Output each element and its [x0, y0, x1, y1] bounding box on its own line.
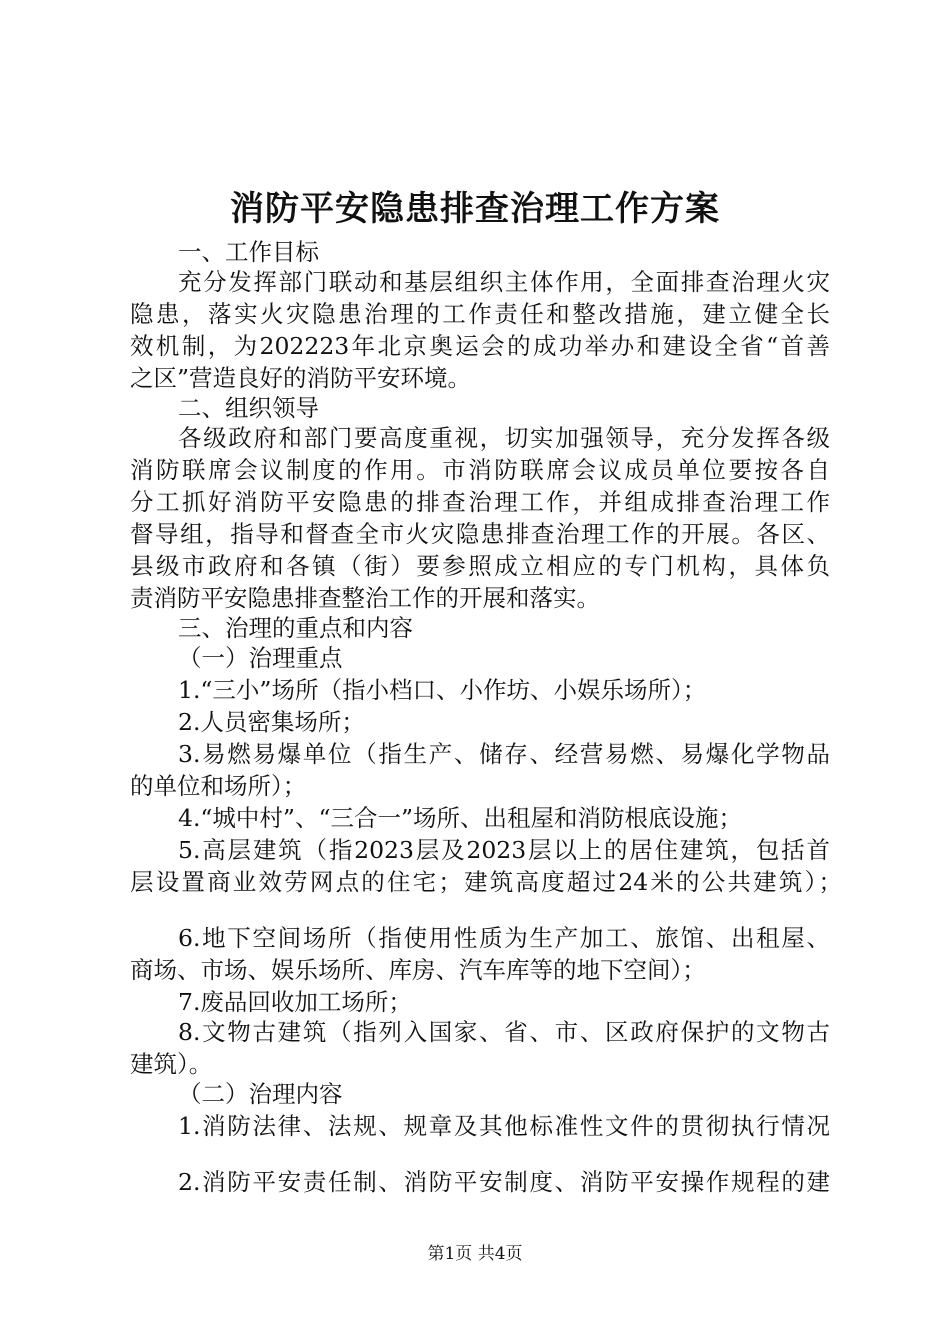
- text-line: 分工抓好消防平安隐患的排查治理工作，并组成排查治理工作: [130, 488, 830, 516]
- text-line: 二、组织领导: [178, 394, 319, 422]
- text-line: 责消防平安隐患排查整治工作的开展和落实。: [130, 584, 600, 612]
- text-line: 商场、市场、娱乐场所、库房、汽车库等的地下空间）；: [130, 956, 706, 984]
- text-line: 5.高层建筑（指2023层及2023层以上的居住建筑，包括首: [178, 836, 830, 864]
- text-line: （一）治理重点: [178, 644, 343, 672]
- page-footer: 第1页 共4页: [427, 1244, 523, 1264]
- text-line: 1.“三小”场所（指小档口、小作坊、小娱乐场所）；: [178, 676, 707, 704]
- text-line: 一、工作目标: [178, 238, 319, 266]
- text-line: 建筑）。: [130, 1050, 213, 1078]
- text-line: 7.废品回收加工场所；: [178, 988, 412, 1016]
- text-line: 层设置商业效劳网点的住宅；建筑高度超过24米的公共建筑）；: [130, 868, 842, 896]
- document-title: 消防平安隐患排查治理工作方案: [230, 189, 720, 229]
- text-line: 县级市政府和各镇（街）要参照成立相应的专门机构，具体负: [130, 552, 830, 580]
- text-line: 效机制，为202223年北京奥运会的成功举办和建设全省“首善: [130, 332, 830, 360]
- text-line: 隐患，落实火灾隐患治理的工作责任和整改措施，建立健全长: [130, 300, 830, 328]
- text-line: 6.地下空间场所（指使用性质为生产加工、旅馆、出租屋、: [178, 924, 830, 952]
- text-line: 2.人员密集场所；: [178, 708, 365, 736]
- text-line: 的单位和场所）；: [130, 772, 307, 800]
- text-line: 8.文物古建筑（指列入国家、省、市、区政府保护的文物古: [178, 1018, 830, 1046]
- text-line: 之区”营造良好的消防平安环境。: [130, 364, 472, 392]
- text-line: 1.消防法律、法规、规章及其他标准性文件的贯彻执行情况: [178, 1112, 830, 1140]
- text-line: 4.“城中村”、“三合一”场所、出租屋和消防根底设施；: [178, 804, 742, 832]
- text-line: 消防联席会议制度的作用。市消防联席会议成员单位要按各自: [130, 456, 830, 484]
- text-line: 各级政府和部门要高度重视，切实加强领导，充分发挥各级: [178, 424, 830, 452]
- text-line: 充分发挥部门联动和基层组织主体作用，全面排查治理火灾: [178, 268, 830, 296]
- text-line: （二）治理内容: [178, 1080, 343, 1108]
- text-line: 督导组，指导和督查全市火灾隐患排查治理工作的开展。各区、: [130, 520, 830, 548]
- text-line: 2.消防平安责任制、消防平安制度、消防平安操作规程的建: [178, 1168, 830, 1196]
- text-line: 三、治理的重点和内容: [178, 614, 413, 642]
- text-line: 3.易燃易爆单位（指生产、储存、经营易燃、易爆化学物品: [178, 740, 830, 768]
